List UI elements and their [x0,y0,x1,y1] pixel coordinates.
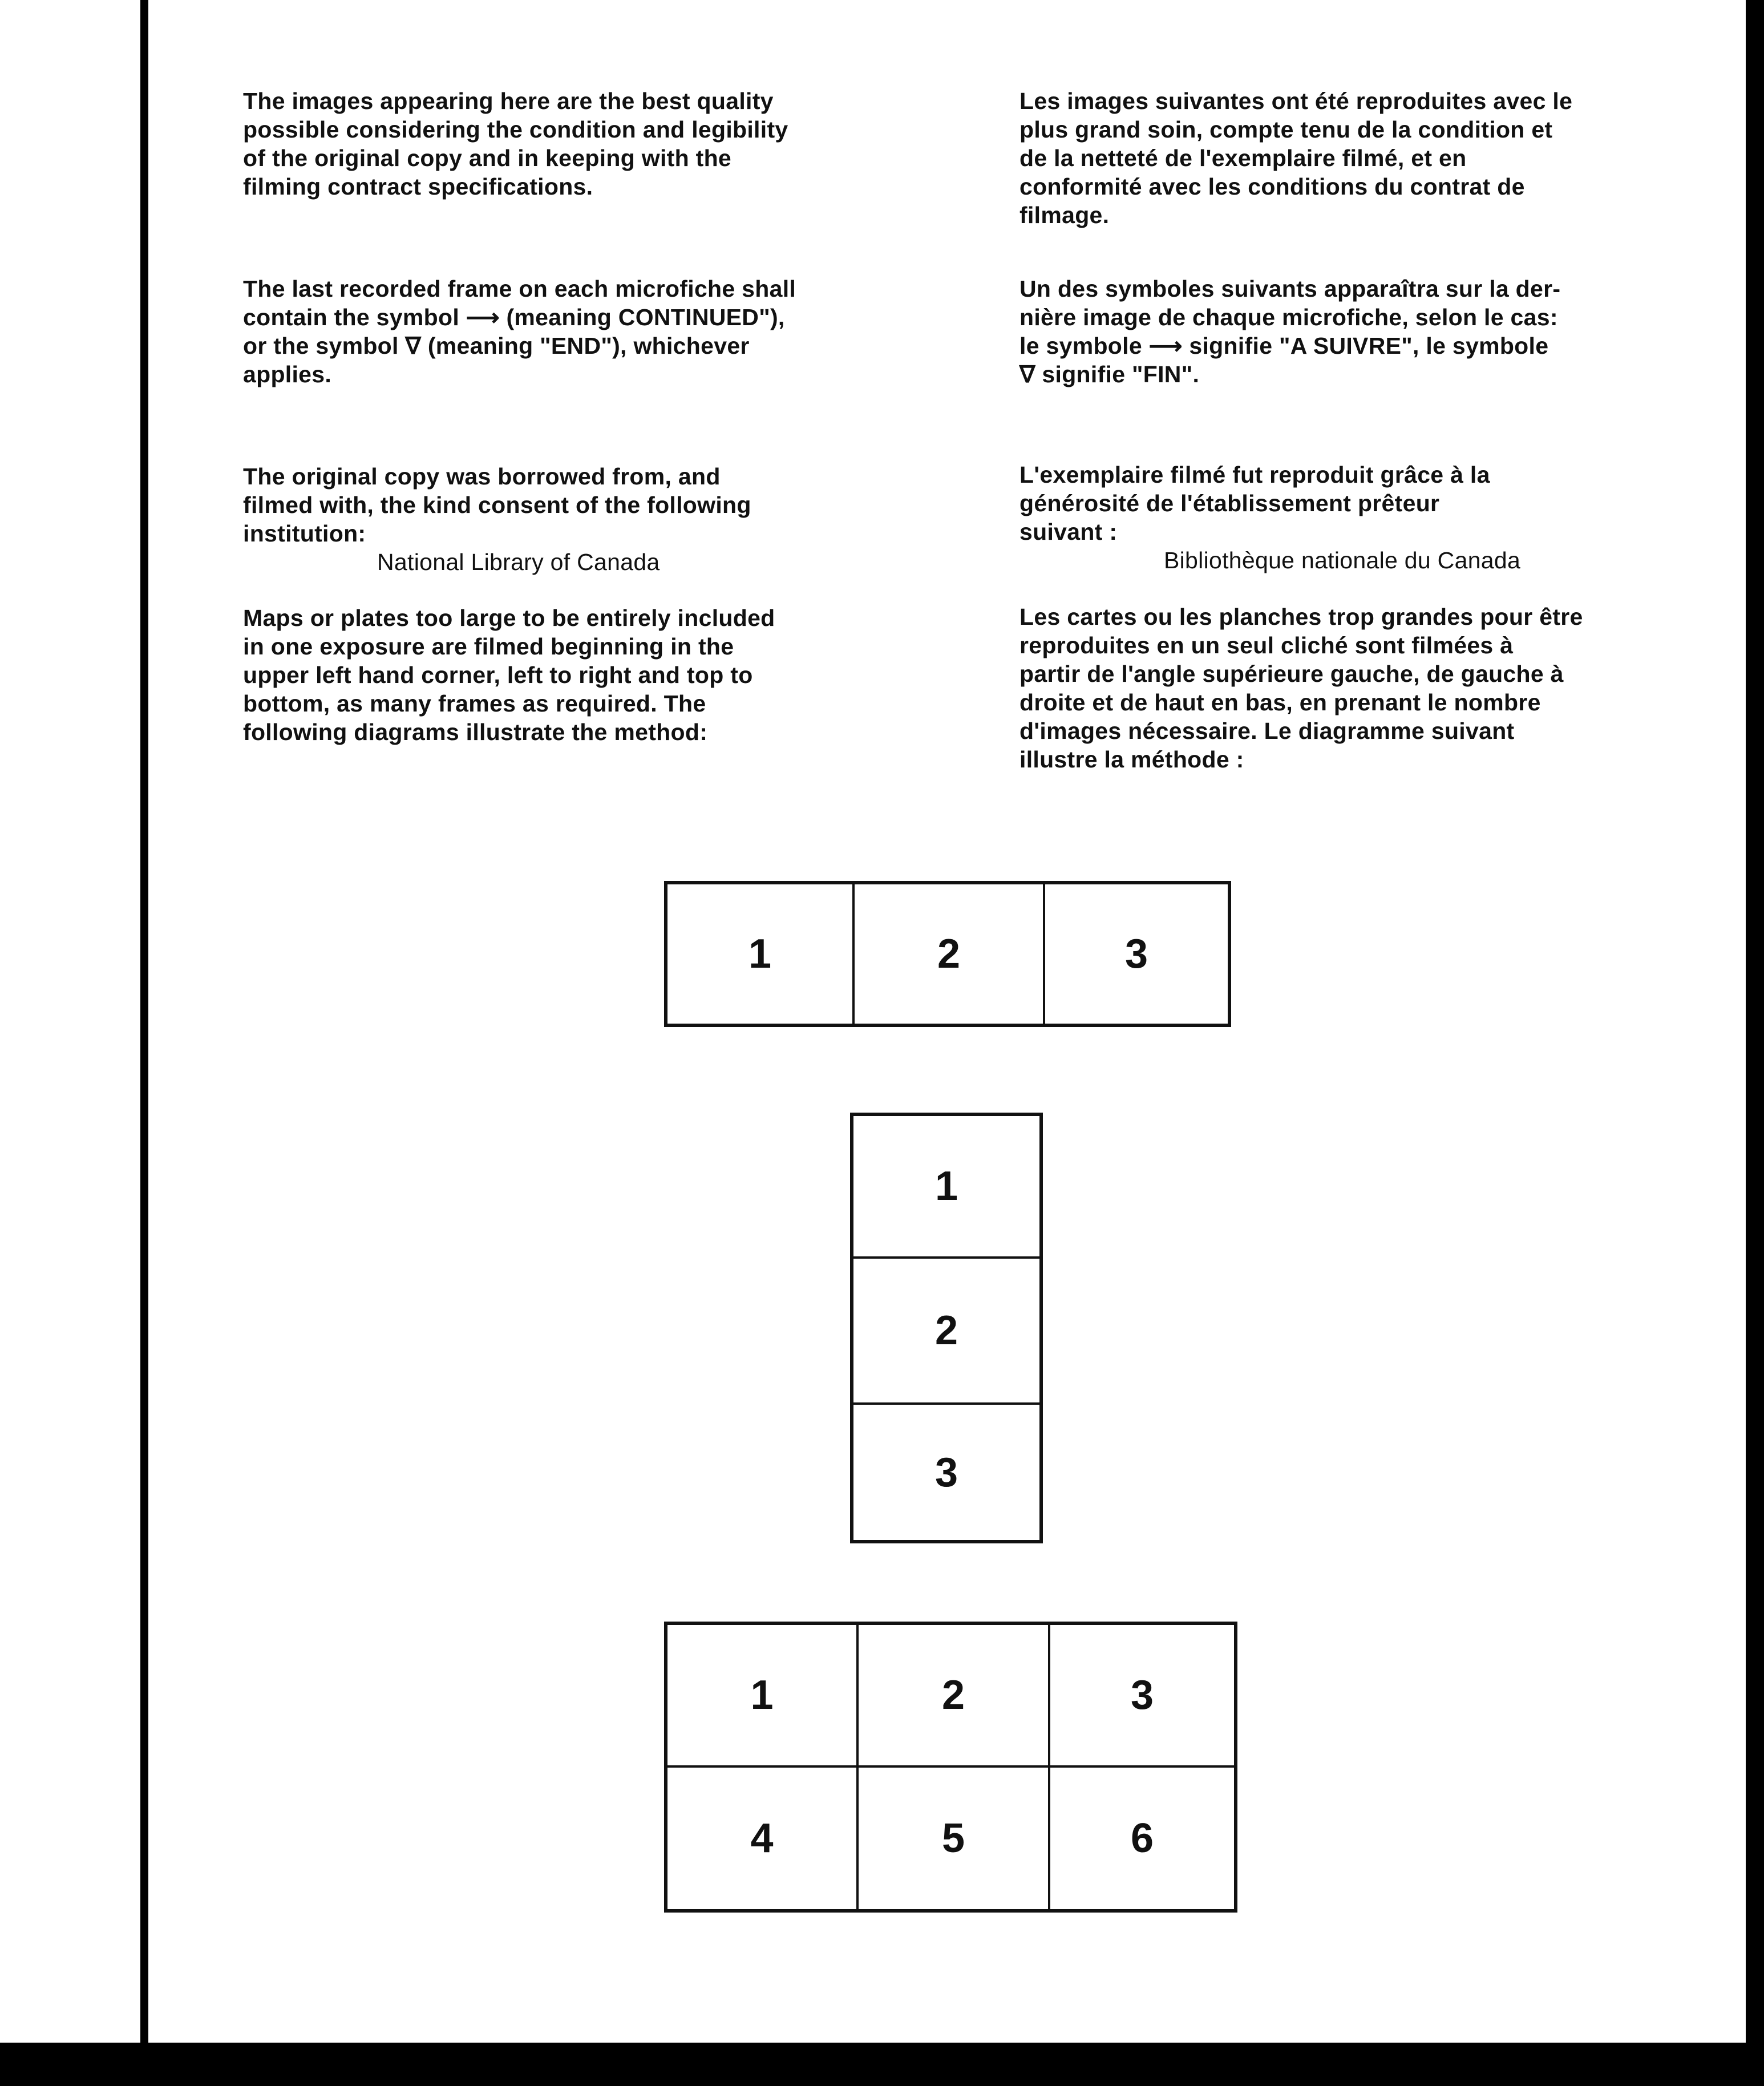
english-maps-notice: Maps or plates too large to be entirely included in one exposure are filmed beginning in the upper left hand corner, left to right and top to bottom, as many frames as required. The following diagrams illustrate the method: [243,605,775,745]
english-source-text: The original copy was borrowed from, and filmed with, the kind consent of the following institution: [243,463,751,547]
english-symbol-notice: The last recorded frame on each microfiche shall contain the symbol ⟶ (meaning CONTINUED"), or the symbol ∇ (meaning "END"), whichever applies. [243,276,796,387]
english-quality-notice: The images appearing here are the best quality possible considering the condition and legibility of the original copy and in keeping with the filming contract specifications. [243,88,788,200]
frame-cell: 1 [750,1672,774,1718]
frame-cell: 5 [856,1765,1048,1909]
frame-cell: 3 [853,1402,1039,1540]
english-source-notice [243,434,882,605]
right-border-band [1746,0,1764,2086]
frame-cell: 3 [1048,1625,1234,1765]
frame-cell: 2 [853,1256,1039,1402]
frame-cell: 1 [748,931,772,977]
frame-cell: 2 [856,1625,1048,1765]
frame-cell: 1 [934,1163,958,1209]
french-source-text: L'exemplaire filmé fut reproduit grâce à la générosité de l'établissement prêteur suivant : [1019,462,1490,545]
vertical-frames-diagram [850,1113,1043,1543]
french-institution-name: Bibliothèque nationale du Canada [1164,547,1521,573]
english-institution-name: National Library of Canada [377,549,660,575]
frame-cell: 4 [667,1765,856,1909]
left-border-rule [140,0,148,2043]
frame-cell: 2 [852,884,1043,1024]
french-quality-notice: Les images suivantes ont été reproduites avec le plus grand soin, compte tenu de la condition et de la netteté de l'exemplaire filmé, et en conformité avec les conditions du contrat de filmage. [1019,88,1573,228]
bottom-border-band [0,2043,1764,2086]
french-source-notice [1019,432,1664,603]
frame-cell: 6 [1048,1765,1234,1909]
french-maps-notice: Les cartes ou les planches trop grandes pour être reproduites en un seul cliché sont filmées à partir de l'angle supérieure gauche, de gauche à droite et de haut en bas, en prenant le nombre d'images nécessaire. Le diagramme suivant illustre la méthode : [1019,604,1583,773]
left-margin-strip [0,0,140,2086]
grid-frames-diagram [664,1622,1237,1913]
horizontal-frames-diagram [664,881,1231,1027]
french-symbol-notice: Un des symboles suivants apparaîtra sur la der- nière image de chaque microfiche, selon le cas: le symbole ⟶ signifie "A SUIVRE", le symbole ∇ signifie "FIN". [1019,276,1561,387]
frame-cell: 3 [1043,884,1228,1024]
